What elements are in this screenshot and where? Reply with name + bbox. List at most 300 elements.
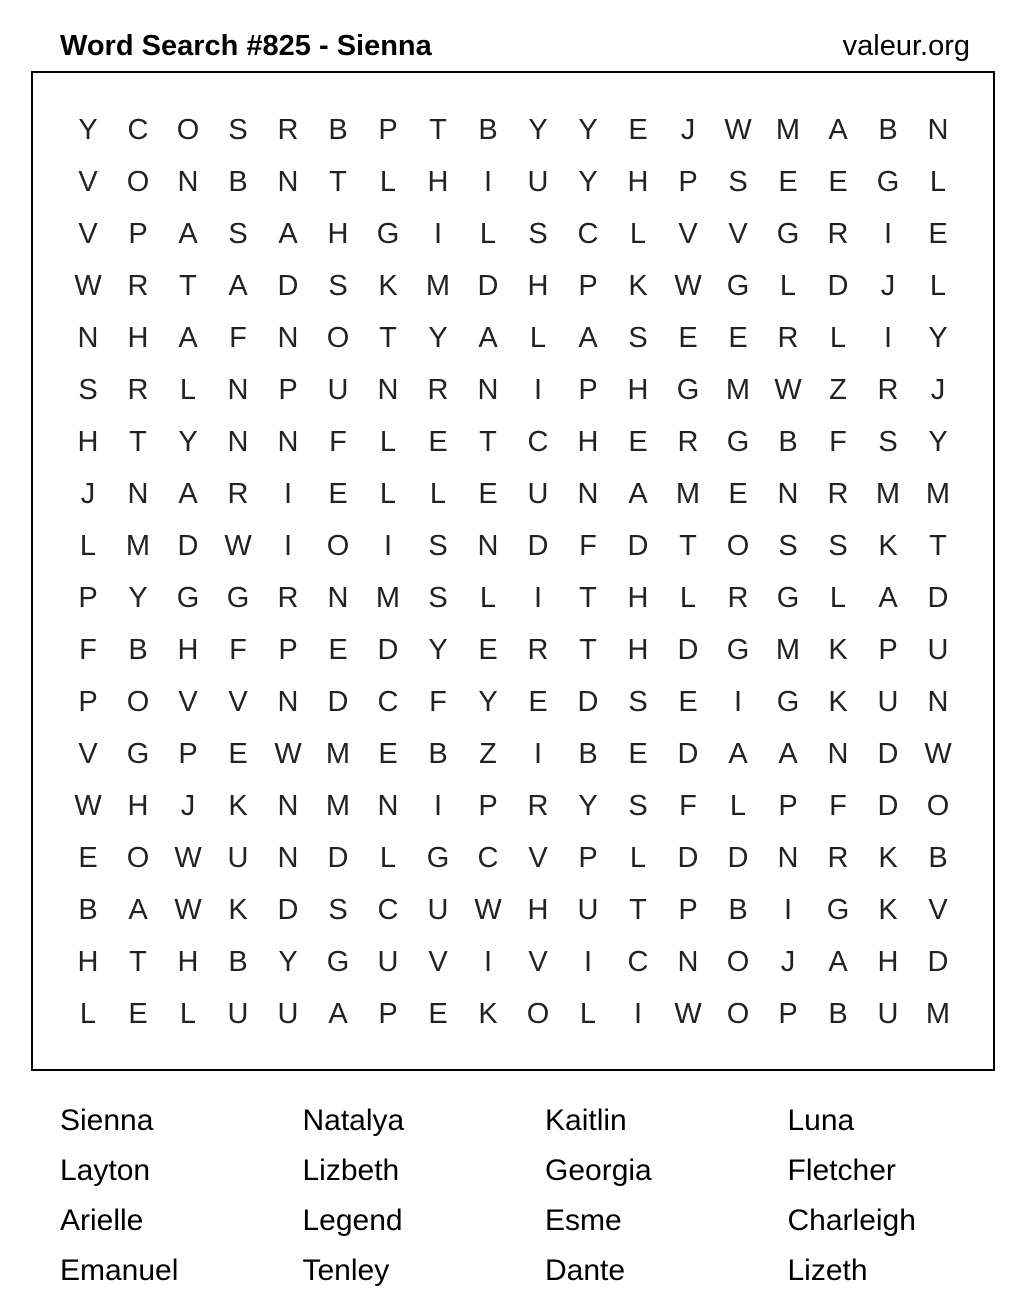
grid-cell[interactable]: O xyxy=(326,530,350,562)
grid-cell[interactable]: P xyxy=(478,790,498,822)
grid-cell[interactable]: O xyxy=(726,946,750,978)
grid-cell[interactable]: I xyxy=(533,738,543,770)
grid-cell[interactable]: H xyxy=(77,426,99,458)
grid-cell[interactable]: G xyxy=(776,582,800,614)
grid-cell[interactable]: E xyxy=(678,686,698,718)
grid-cell[interactable]: O xyxy=(126,686,150,718)
grid-cell[interactable]: V xyxy=(528,842,548,874)
grid-cell[interactable]: D xyxy=(727,842,749,874)
grid-cell[interactable]: V xyxy=(78,738,98,770)
grid-cell[interactable]: P xyxy=(578,842,598,874)
grid-cell[interactable]: P xyxy=(778,790,798,822)
grid-cell[interactable]: S xyxy=(528,218,548,250)
grid-cell[interactable]: J xyxy=(80,478,96,510)
grid-cell[interactable]: L xyxy=(779,270,797,302)
grid-cell[interactable]: A xyxy=(228,270,248,302)
grid-cell[interactable]: K xyxy=(878,842,898,874)
grid-cell[interactable]: G xyxy=(376,218,400,250)
grid-cell[interactable]: B xyxy=(478,114,498,146)
grid-cell[interactable]: E xyxy=(428,998,448,1030)
grid-cell[interactable]: U xyxy=(527,478,549,510)
grid-cell[interactable]: G xyxy=(726,634,750,666)
grid-cell[interactable]: W xyxy=(274,738,302,770)
grid-cell[interactable]: H xyxy=(177,946,199,978)
grid-cell[interactable]: B xyxy=(878,114,898,146)
grid-cell[interactable]: Y xyxy=(578,166,598,198)
grid-cell[interactable]: L xyxy=(829,322,847,354)
grid-cell[interactable]: E xyxy=(78,842,98,874)
grid-cell[interactable]: E xyxy=(328,478,348,510)
grid-cell[interactable]: M xyxy=(775,634,801,666)
grid-cell[interactable]: W xyxy=(174,842,202,874)
grid-cell[interactable]: F xyxy=(829,426,847,458)
grid-cell[interactable]: D xyxy=(577,686,599,718)
grid-cell[interactable]: N xyxy=(577,478,599,510)
grid-cell[interactable]: K xyxy=(828,634,848,666)
grid-cell[interactable]: M xyxy=(325,790,351,822)
grid-cell[interactable]: I xyxy=(883,218,893,250)
grid-cell[interactable]: L xyxy=(529,322,547,354)
grid-cell[interactable]: D xyxy=(377,634,399,666)
grid-cell[interactable]: H xyxy=(527,894,549,926)
grid-cell[interactable]: L xyxy=(429,478,447,510)
grid-cell[interactable]: A xyxy=(478,322,498,354)
grid-cell[interactable]: J xyxy=(780,946,796,978)
grid-cell[interactable]: T xyxy=(579,634,597,666)
grid-cell[interactable]: T xyxy=(129,946,147,978)
grid-cell[interactable]: P xyxy=(578,270,598,302)
grid-cell[interactable]: O xyxy=(726,998,750,1030)
grid-cell[interactable]: E xyxy=(228,738,248,770)
grid-cell[interactable]: J xyxy=(930,374,946,406)
grid-cell[interactable]: R xyxy=(277,582,299,614)
grid-cell[interactable]: R xyxy=(127,270,149,302)
grid-cell[interactable]: L xyxy=(79,998,97,1030)
grid-cell[interactable]: N xyxy=(277,426,299,458)
grid-cell[interactable]: F xyxy=(329,426,347,458)
grid-cell[interactable]: N xyxy=(227,374,249,406)
grid-cell[interactable]: W xyxy=(74,790,102,822)
grid-cell[interactable]: F xyxy=(79,634,97,666)
grid-cell[interactable]: R xyxy=(527,790,549,822)
grid-cell[interactable]: E xyxy=(528,686,548,718)
grid-cell[interactable]: Y xyxy=(78,114,98,146)
grid-cell[interactable]: I xyxy=(433,790,443,822)
grid-cell[interactable]: N xyxy=(127,478,149,510)
grid-cell[interactable]: D xyxy=(677,842,699,874)
grid-cell[interactable]: P xyxy=(878,634,898,666)
grid-cell[interactable]: K xyxy=(628,270,648,302)
grid-cell[interactable]: U xyxy=(427,894,449,926)
grid-cell[interactable]: N xyxy=(927,686,949,718)
grid-cell[interactable]: N xyxy=(177,166,199,198)
grid-cell[interactable]: M xyxy=(925,478,951,510)
grid-cell[interactable]: H xyxy=(127,790,149,822)
grid-cell[interactable]: H xyxy=(627,166,649,198)
grid-cell[interactable]: B xyxy=(428,738,448,770)
grid-cell[interactable]: L xyxy=(179,998,197,1030)
grid-cell[interactable]: E xyxy=(428,426,448,458)
grid-cell[interactable]: P xyxy=(178,738,198,770)
grid-cell[interactable]: L xyxy=(379,166,397,198)
grid-cell[interactable]: W xyxy=(774,374,802,406)
grid-cell[interactable]: N xyxy=(377,374,399,406)
grid-cell[interactable]: V xyxy=(178,686,198,718)
grid-cell[interactable]: K xyxy=(878,530,898,562)
grid-cell[interactable]: N xyxy=(277,166,299,198)
grid-cell[interactable]: P xyxy=(678,166,698,198)
grid-cell[interactable]: N xyxy=(277,842,299,874)
grid-cell[interactable]: O xyxy=(126,166,150,198)
grid-cell[interactable]: I xyxy=(283,530,293,562)
grid-cell[interactable]: T xyxy=(579,582,597,614)
grid-cell[interactable]: L xyxy=(929,166,947,198)
grid-cell[interactable]: U xyxy=(327,374,349,406)
grid-cell[interactable]: N xyxy=(277,790,299,822)
grid-cell[interactable]: U xyxy=(277,998,299,1030)
grid-cell[interactable]: O xyxy=(176,114,200,146)
grid-cell[interactable]: I xyxy=(283,478,293,510)
grid-cell[interactable]: W xyxy=(174,894,202,926)
grid-cell[interactable]: G xyxy=(726,426,750,458)
grid-cell[interactable]: L xyxy=(629,218,647,250)
grid-cell[interactable]: B xyxy=(728,894,748,926)
grid-cell[interactable]: A xyxy=(178,478,198,510)
grid-cell[interactable]: H xyxy=(327,218,349,250)
grid-cell[interactable]: K xyxy=(228,894,248,926)
grid-cell[interactable]: P xyxy=(278,374,298,406)
grid-cell[interactable]: H xyxy=(627,582,649,614)
grid-cell[interactable]: G xyxy=(676,374,700,406)
grid-cell[interactable]: S xyxy=(828,530,848,562)
grid-cell[interactable]: Z xyxy=(479,738,497,770)
grid-cell[interactable]: U xyxy=(527,166,549,198)
grid-cell[interactable]: J xyxy=(180,790,196,822)
grid-cell[interactable]: L xyxy=(379,426,397,458)
grid-cell[interactable]: T xyxy=(379,322,397,354)
grid-cell[interactable]: P xyxy=(678,894,698,926)
grid-cell[interactable]: H xyxy=(427,166,449,198)
grid-cell[interactable]: A xyxy=(828,114,848,146)
grid-cell[interactable]: N xyxy=(777,842,799,874)
grid-cell[interactable]: E xyxy=(628,114,648,146)
grid-cell[interactable]: L xyxy=(929,270,947,302)
grid-cell[interactable]: D xyxy=(327,842,349,874)
grid-cell[interactable]: S xyxy=(228,114,248,146)
grid-cell[interactable]: D xyxy=(927,582,949,614)
grid-cell[interactable]: L xyxy=(479,218,497,250)
grid-cell[interactable]: H xyxy=(127,322,149,354)
grid-cell[interactable]: E xyxy=(378,738,398,770)
grid-cell[interactable]: U xyxy=(227,998,249,1030)
grid-cell[interactable]: F xyxy=(679,790,697,822)
grid-cell[interactable]: P xyxy=(128,218,148,250)
grid-cell[interactable]: D xyxy=(177,530,199,562)
grid-cell[interactable]: R xyxy=(827,842,849,874)
grid-cell[interactable]: R xyxy=(527,634,549,666)
grid-cell[interactable]: P xyxy=(378,998,398,1030)
grid-cell[interactable]: D xyxy=(677,634,699,666)
grid-cell[interactable]: G xyxy=(326,946,350,978)
grid-cell[interactable]: L xyxy=(179,374,197,406)
grid-cell[interactable]: O xyxy=(526,998,550,1030)
grid-cell[interactable]: E xyxy=(728,478,748,510)
grid-cell[interactable]: V xyxy=(78,166,98,198)
grid-cell[interactable]: A xyxy=(628,478,648,510)
grid-cell[interactable]: I xyxy=(883,322,893,354)
grid-cell[interactable]: U xyxy=(877,686,899,718)
grid-cell[interactable]: V xyxy=(928,894,948,926)
grid-cell[interactable]: Y xyxy=(128,582,148,614)
grid-cell[interactable]: C xyxy=(127,114,149,146)
grid-cell[interactable]: E xyxy=(478,478,498,510)
grid-cell[interactable]: M xyxy=(875,478,901,510)
grid-cell[interactable]: I xyxy=(483,946,493,978)
grid-cell[interactable]: D xyxy=(877,738,899,770)
grid-cell[interactable]: I xyxy=(583,946,593,978)
grid-cell[interactable]: K xyxy=(828,686,848,718)
grid-cell[interactable]: T xyxy=(329,166,347,198)
grid-cell[interactable]: I xyxy=(533,582,543,614)
grid-cell[interactable]: O xyxy=(326,322,350,354)
grid-cell[interactable]: G xyxy=(776,218,800,250)
grid-cell[interactable]: E xyxy=(778,166,798,198)
grid-cell[interactable]: I xyxy=(733,686,743,718)
grid-cell[interactable]: U xyxy=(377,946,399,978)
grid-cell[interactable]: L xyxy=(679,582,697,614)
grid-cell[interactable]: D xyxy=(477,270,499,302)
grid-cell[interactable]: B xyxy=(328,114,348,146)
grid-cell[interactable]: T xyxy=(679,530,697,562)
grid-cell[interactable]: O xyxy=(726,530,750,562)
grid-cell[interactable]: W xyxy=(224,530,252,562)
grid-cell[interactable]: N xyxy=(477,530,499,562)
grid-cell[interactable]: E xyxy=(828,166,848,198)
grid-cell[interactable]: J xyxy=(880,270,896,302)
grid-cell[interactable]: G xyxy=(826,894,850,926)
grid-cell[interactable]: D xyxy=(627,530,649,562)
grid-cell[interactable]: D xyxy=(327,686,349,718)
grid-cell[interactable]: N xyxy=(477,374,499,406)
grid-cell[interactable]: D xyxy=(277,270,299,302)
grid-cell[interactable]: U xyxy=(577,894,599,926)
grid-cell[interactable]: Y xyxy=(928,426,948,458)
grid-cell[interactable]: R xyxy=(827,478,849,510)
grid-cell[interactable]: M xyxy=(375,582,401,614)
grid-cell[interactable]: A xyxy=(328,998,348,1030)
grid-cell[interactable]: Y xyxy=(428,634,448,666)
grid-cell[interactable]: A xyxy=(778,738,798,770)
grid-cell[interactable]: Z xyxy=(829,374,847,406)
grid-cell[interactable]: V xyxy=(528,946,548,978)
grid-cell[interactable]: I xyxy=(533,374,543,406)
grid-cell[interactable]: P xyxy=(378,114,398,146)
grid-cell[interactable]: G xyxy=(726,270,750,302)
grid-cell[interactable]: Y xyxy=(478,686,498,718)
grid-cell[interactable]: M xyxy=(775,114,801,146)
grid-cell[interactable]: E xyxy=(128,998,148,1030)
grid-cell[interactable]: H xyxy=(627,374,649,406)
grid-cell[interactable]: A xyxy=(728,738,748,770)
grid-cell[interactable]: R xyxy=(427,374,449,406)
grid-cell[interactable]: N xyxy=(277,322,299,354)
grid-cell[interactable]: S xyxy=(778,530,798,562)
grid-cell[interactable]: M xyxy=(925,998,951,1030)
grid-cell[interactable]: N xyxy=(777,478,799,510)
grid-cell[interactable]: I xyxy=(783,894,793,926)
grid-cell[interactable]: B xyxy=(228,946,248,978)
grid-cell[interactable]: N xyxy=(227,426,249,458)
grid-cell[interactable]: K xyxy=(228,790,248,822)
grid-cell[interactable]: D xyxy=(527,530,549,562)
grid-cell[interactable]: U xyxy=(227,842,249,874)
grid-cell[interactable]: F xyxy=(229,322,247,354)
grid-cell[interactable]: S xyxy=(328,894,348,926)
grid-cell[interactable]: R xyxy=(227,478,249,510)
grid-cell[interactable]: Y xyxy=(928,322,948,354)
grid-cell[interactable]: S xyxy=(428,530,448,562)
grid-cell[interactable]: I xyxy=(433,218,443,250)
grid-cell[interactable]: E xyxy=(628,426,648,458)
grid-cell[interactable]: M xyxy=(675,478,701,510)
grid-cell[interactable]: P xyxy=(778,998,798,1030)
grid-cell[interactable]: V xyxy=(728,218,748,250)
grid-cell[interactable]: N xyxy=(377,790,399,822)
grid-cell[interactable]: M xyxy=(425,270,451,302)
grid-cell[interactable]: A xyxy=(278,218,298,250)
grid-cell[interactable]: S xyxy=(228,218,248,250)
grid-cell[interactable]: B xyxy=(578,738,598,770)
grid-cell[interactable]: G xyxy=(226,582,250,614)
grid-cell[interactable]: H xyxy=(177,634,199,666)
grid-cell[interactable]: L xyxy=(629,842,647,874)
grid-cell[interactable]: W xyxy=(674,270,702,302)
grid-cell[interactable]: S xyxy=(628,322,648,354)
grid-cell[interactable]: D xyxy=(677,738,699,770)
grid-cell[interactable]: Y xyxy=(278,946,298,978)
grid-cell[interactable]: L xyxy=(379,478,397,510)
grid-cell[interactable]: B xyxy=(228,166,248,198)
grid-cell[interactable]: S xyxy=(628,790,648,822)
grid-cell[interactable]: L xyxy=(579,998,597,1030)
grid-cell[interactable]: V xyxy=(228,686,248,718)
grid-cell[interactable]: R xyxy=(277,114,299,146)
grid-cell[interactable]: Y xyxy=(428,322,448,354)
grid-cell[interactable]: L xyxy=(379,842,397,874)
grid-cell[interactable]: F xyxy=(429,686,447,718)
grid-cell[interactable]: Y xyxy=(178,426,198,458)
grid-cell[interactable]: M xyxy=(725,374,751,406)
grid-cell[interactable]: G xyxy=(426,842,450,874)
grid-cell[interactable]: G xyxy=(776,686,800,718)
grid-cell[interactable]: T xyxy=(929,530,947,562)
grid-cell[interactable]: S xyxy=(628,686,648,718)
grid-cell[interactable]: P xyxy=(278,634,298,666)
grid-cell[interactable]: C xyxy=(627,946,649,978)
grid-cell[interactable]: H xyxy=(627,634,649,666)
grid-cell[interactable]: E xyxy=(678,322,698,354)
grid-cell[interactable]: S xyxy=(428,582,448,614)
grid-cell[interactable]: I xyxy=(633,998,643,1030)
grid-cell[interactable]: O xyxy=(126,842,150,874)
grid-cell[interactable]: R xyxy=(827,218,849,250)
grid-cell[interactable]: C xyxy=(377,894,399,926)
grid-cell[interactable]: F xyxy=(829,790,847,822)
grid-cell[interactable]: W xyxy=(74,270,102,302)
grid-cell[interactable]: C xyxy=(527,426,549,458)
grid-cell[interactable]: G xyxy=(876,166,900,198)
grid-cell[interactable]: C xyxy=(377,686,399,718)
grid-cell[interactable]: E xyxy=(328,634,348,666)
grid-cell[interactable]: L xyxy=(79,530,97,562)
grid-cell[interactable]: D xyxy=(827,270,849,302)
grid-cell[interactable]: L xyxy=(729,790,747,822)
grid-cell[interactable]: S xyxy=(328,270,348,302)
grid-cell[interactable]: S xyxy=(878,426,898,458)
grid-cell[interactable]: Y xyxy=(578,790,598,822)
grid-cell[interactable]: A xyxy=(828,946,848,978)
grid-cell[interactable]: V xyxy=(428,946,448,978)
grid-cell[interactable]: V xyxy=(78,218,98,250)
grid-cell[interactable]: V xyxy=(678,218,698,250)
grid-cell[interactable]: D xyxy=(877,790,899,822)
grid-cell[interactable]: B xyxy=(128,634,148,666)
grid-cell[interactable]: N xyxy=(77,322,99,354)
grid-cell[interactable]: S xyxy=(78,374,98,406)
grid-cell[interactable]: J xyxy=(680,114,696,146)
grid-cell[interactable]: T xyxy=(179,270,197,302)
grid-cell[interactable]: H xyxy=(877,946,899,978)
grid-cell[interactable]: A xyxy=(128,894,148,926)
grid-cell[interactable]: U xyxy=(927,634,949,666)
grid-cell[interactable]: W xyxy=(924,738,952,770)
grid-cell[interactable]: G xyxy=(126,738,150,770)
grid-cell[interactable]: N xyxy=(677,946,699,978)
grid-cell[interactable]: H xyxy=(577,426,599,458)
grid-cell[interactable]: E xyxy=(728,322,748,354)
grid-cell[interactable]: N xyxy=(327,582,349,614)
grid-cell[interactable]: A xyxy=(578,322,598,354)
grid-cell[interactable]: F xyxy=(579,530,597,562)
grid-cell[interactable]: G xyxy=(176,582,200,614)
grid-cell[interactable]: I xyxy=(383,530,393,562)
grid-cell[interactable]: P xyxy=(78,686,98,718)
grid-cell[interactable]: W xyxy=(724,114,752,146)
grid-cell[interactable]: F xyxy=(229,634,247,666)
grid-cell[interactable]: C xyxy=(477,842,499,874)
grid-cell[interactable]: E xyxy=(478,634,498,666)
grid-cell[interactable]: B xyxy=(828,998,848,1030)
grid-cell[interactable]: H xyxy=(77,946,99,978)
grid-cell[interactable]: P xyxy=(78,582,98,614)
grid-cell[interactable]: B xyxy=(78,894,98,926)
grid-cell[interactable]: R xyxy=(127,374,149,406)
grid-cell[interactable]: R xyxy=(727,582,749,614)
grid-cell[interactable]: Y xyxy=(528,114,548,146)
grid-cell[interactable]: N xyxy=(277,686,299,718)
grid-cell[interactable]: A xyxy=(878,582,898,614)
grid-cell[interactable]: L xyxy=(479,582,497,614)
grid-cell[interactable]: I xyxy=(483,166,493,198)
grid-cell[interactable]: N xyxy=(827,738,849,770)
grid-cell[interactable]: T xyxy=(129,426,147,458)
grid-cell[interactable]: R xyxy=(877,374,899,406)
grid-cell[interactable]: K xyxy=(478,998,498,1030)
grid-cell[interactable]: M xyxy=(325,738,351,770)
grid-cell[interactable]: W xyxy=(674,998,702,1030)
grid-cell[interactable]: W xyxy=(474,894,502,926)
grid-cell[interactable]: A xyxy=(178,218,198,250)
